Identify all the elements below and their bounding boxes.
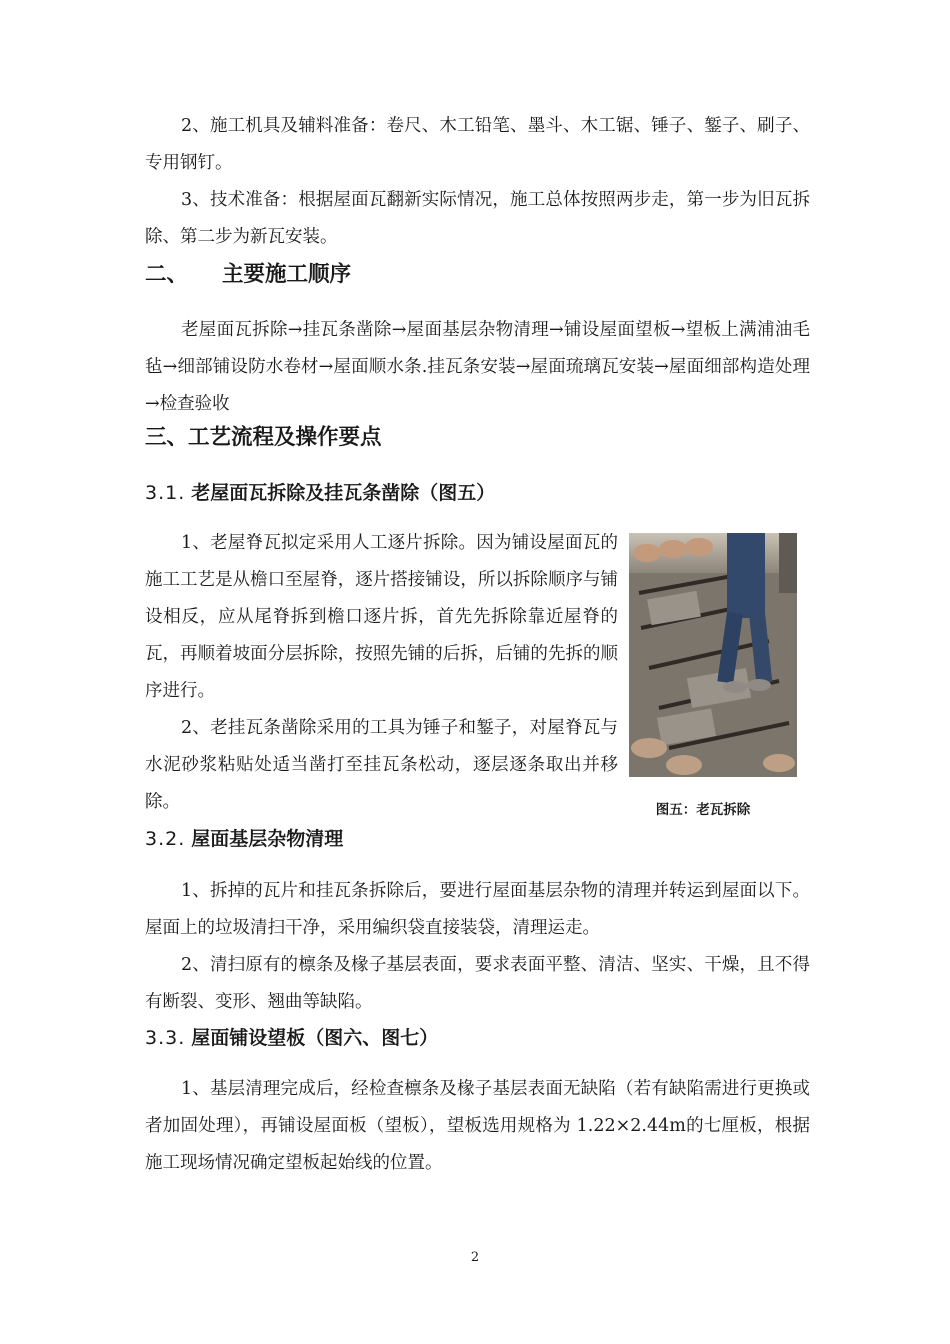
paragraph-debris-cleanup: 1、拆掉的瓦片和挂瓦条拆除后，要进行屋面基层杂物的清理并转运到屋面以下。屋面上的垃圾清扫干净，采用编织袋直接装袋，清理运走。 <box>145 881 810 938</box>
subsection-number: 3.3. <box>145 1027 186 1049</box>
paragraph-sheathing: 1、基层清理完成后，经检查檩条及椽子基层表面无缺陷（若有缺陷需进行更换或者加固处理），再铺设屋面板（望板），望板选用规格为 1.22×2.44m的七厘板，根据施工现场情况确定望板起始线的位置。 <box>145 1079 810 1173</box>
subsection-number: 3.1. <box>145 482 186 504</box>
figure-caption: 图五：老瓦拆除 <box>655 802 751 818</box>
paragraph-surface-cleaning: 2、清扫原有的檩条及椽子基层表面，要求表面平整、清洁、坚实、干燥，且不得有断裂、变形、翘曲等缺陷。 <box>145 955 810 1012</box>
subsection-heading-3-1 <box>145 479 495 507</box>
subsection-heading-3-2 <box>145 825 343 853</box>
paragraph-tile-removal: 1、老屋脊瓦拟定采用人工逐片拆除。因为铺设屋面瓦的施工工艺是从檐口至屋脊，逐片搭接铺设，所以拆除顺序与铺设相反，应从尾脊拆到檐口逐片拆，首先先拆除靠近屋脊的瓦，再顺着坡面分层拆除，按照先铺的后拆，后铺的先拆的顺序进行。 <box>145 533 618 701</box>
subsection-title: 屋面铺设望板（图六、图七） <box>191 1027 439 1049</box>
section-heading-2 <box>145 260 351 290</box>
roof-tile-removal-photo <box>629 533 797 777</box>
paragraph-batten-removal: 2、老挂瓦条凿除采用的工具为锤子和錾子，对屋脊瓦与水泥砂浆粘贴处适当凿打至挂瓦条松动，逐层逐条取出并移除。 <box>145 718 618 812</box>
section-title: 主要施工顺序 <box>222 262 352 287</box>
list-item-technical-prep: 3、技术准备：根据屋面瓦翻新实际情况，施工总体按照两步走，第一步为旧瓦拆除、第二步为新瓦安装。 <box>145 190 810 247</box>
subsection-number: 3.2. <box>145 828 186 850</box>
subsection-title: 屋面基层杂物清理 <box>191 828 344 850</box>
section-heading-3: 三、工艺流程及操作要点 <box>145 425 382 450</box>
list-item-tools: 2、施工机具及辅料准备：卷尺、木工铅笔、墨斗、木工锯、锤子、錾子、刷子、专用钢钉。 <box>145 116 810 173</box>
construction-sequence: 老屋面瓦拆除→挂瓦条凿除→屋面基层杂物清理→铺设屋面望板→望板上满浦油毛毡→细部铺设防水卷材→屋面顺水条.挂瓦条安装→屋面琉璃瓦安装→屋面细部构造处理→检查验收 <box>145 320 810 414</box>
section-number: 二、 <box>145 262 189 287</box>
page-number: 2 <box>470 1250 480 1265</box>
subsection-title: 老屋面瓦拆除及挂瓦条凿除（图五） <box>191 482 496 504</box>
subsection-heading-3-3 <box>145 1024 438 1052</box>
